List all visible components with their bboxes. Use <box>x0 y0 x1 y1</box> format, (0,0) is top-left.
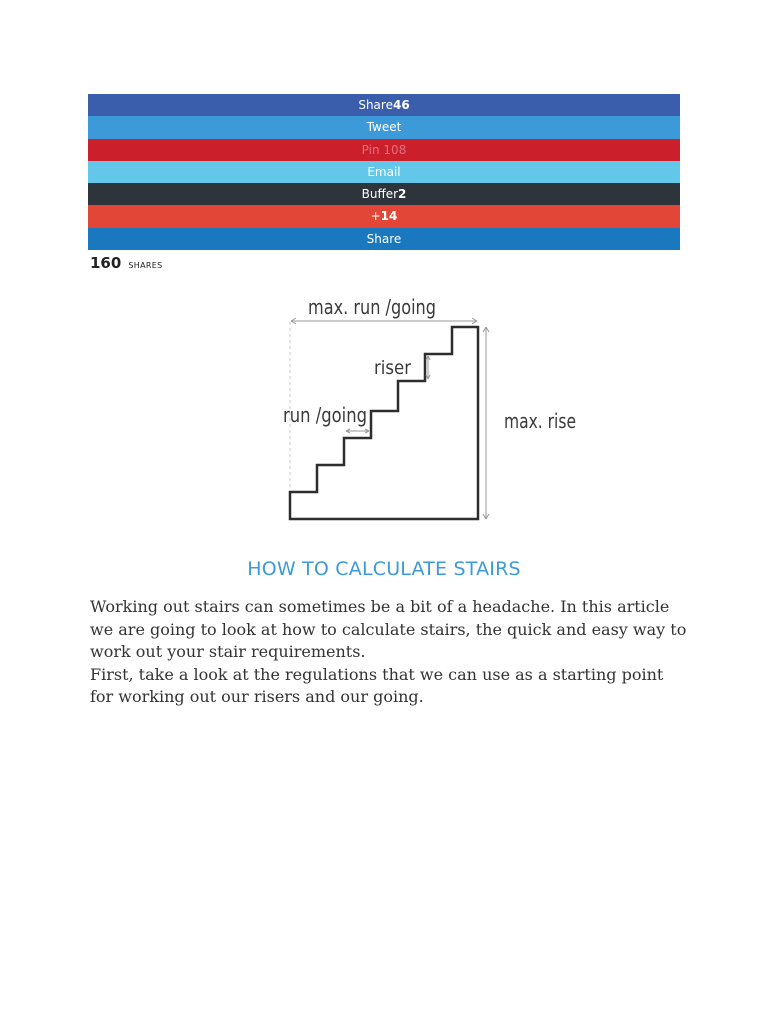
buffer-count: 2 <box>398 187 407 202</box>
article-body <box>90 596 690 709</box>
share-label: Share <box>358 98 393 112</box>
share-count: 46 <box>392 98 410 112</box>
tweet-button[interactable] <box>88 116 680 138</box>
email-share-button[interactable] <box>88 161 680 183</box>
pin-label: Pin <box>361 142 380 157</box>
pin-count: 108 <box>383 142 407 157</box>
stairs-diagram <box>270 286 600 526</box>
google-plus-share-button[interactable] <box>88 205 680 227</box>
tweet-label: Tweet <box>366 120 402 135</box>
article-paragraph: Working out stairs can sometimes be a bit of a headache. In this article we are going to look at how to calculate stairs, the quick and easy way to work out your stair requirements. <box>90 597 687 661</box>
buffer-share-button[interactable] <box>88 183 680 205</box>
article-paragraph: First, take a look at the regulations that we can use as a starting point for working out our risers and our going. <box>90 664 664 706</box>
facebook-share-button[interactable] <box>88 94 680 116</box>
social-share-bar <box>88 94 680 250</box>
pin-button[interactable] <box>88 139 680 161</box>
run-label: run /going <box>283 403 367 427</box>
max-run-label: max. run /going <box>308 295 436 319</box>
share-total-label: SHARES <box>128 261 163 270</box>
article-title: HOW TO CALCULATE STAIRS <box>247 558 521 580</box>
linkedin-share-button[interactable] <box>88 228 680 250</box>
gplus-count: 14 <box>380 209 398 224</box>
buffer-label: Buffer <box>361 187 399 202</box>
share-total-count: 160 <box>90 254 122 272</box>
email-label: Email <box>367 164 401 179</box>
share-total <box>90 253 162 272</box>
linkedin-label: Share <box>366 231 402 246</box>
riser-label: riser <box>374 357 412 379</box>
gplus-label: + <box>370 209 381 224</box>
max-rise-label: max. rise <box>504 409 576 433</box>
